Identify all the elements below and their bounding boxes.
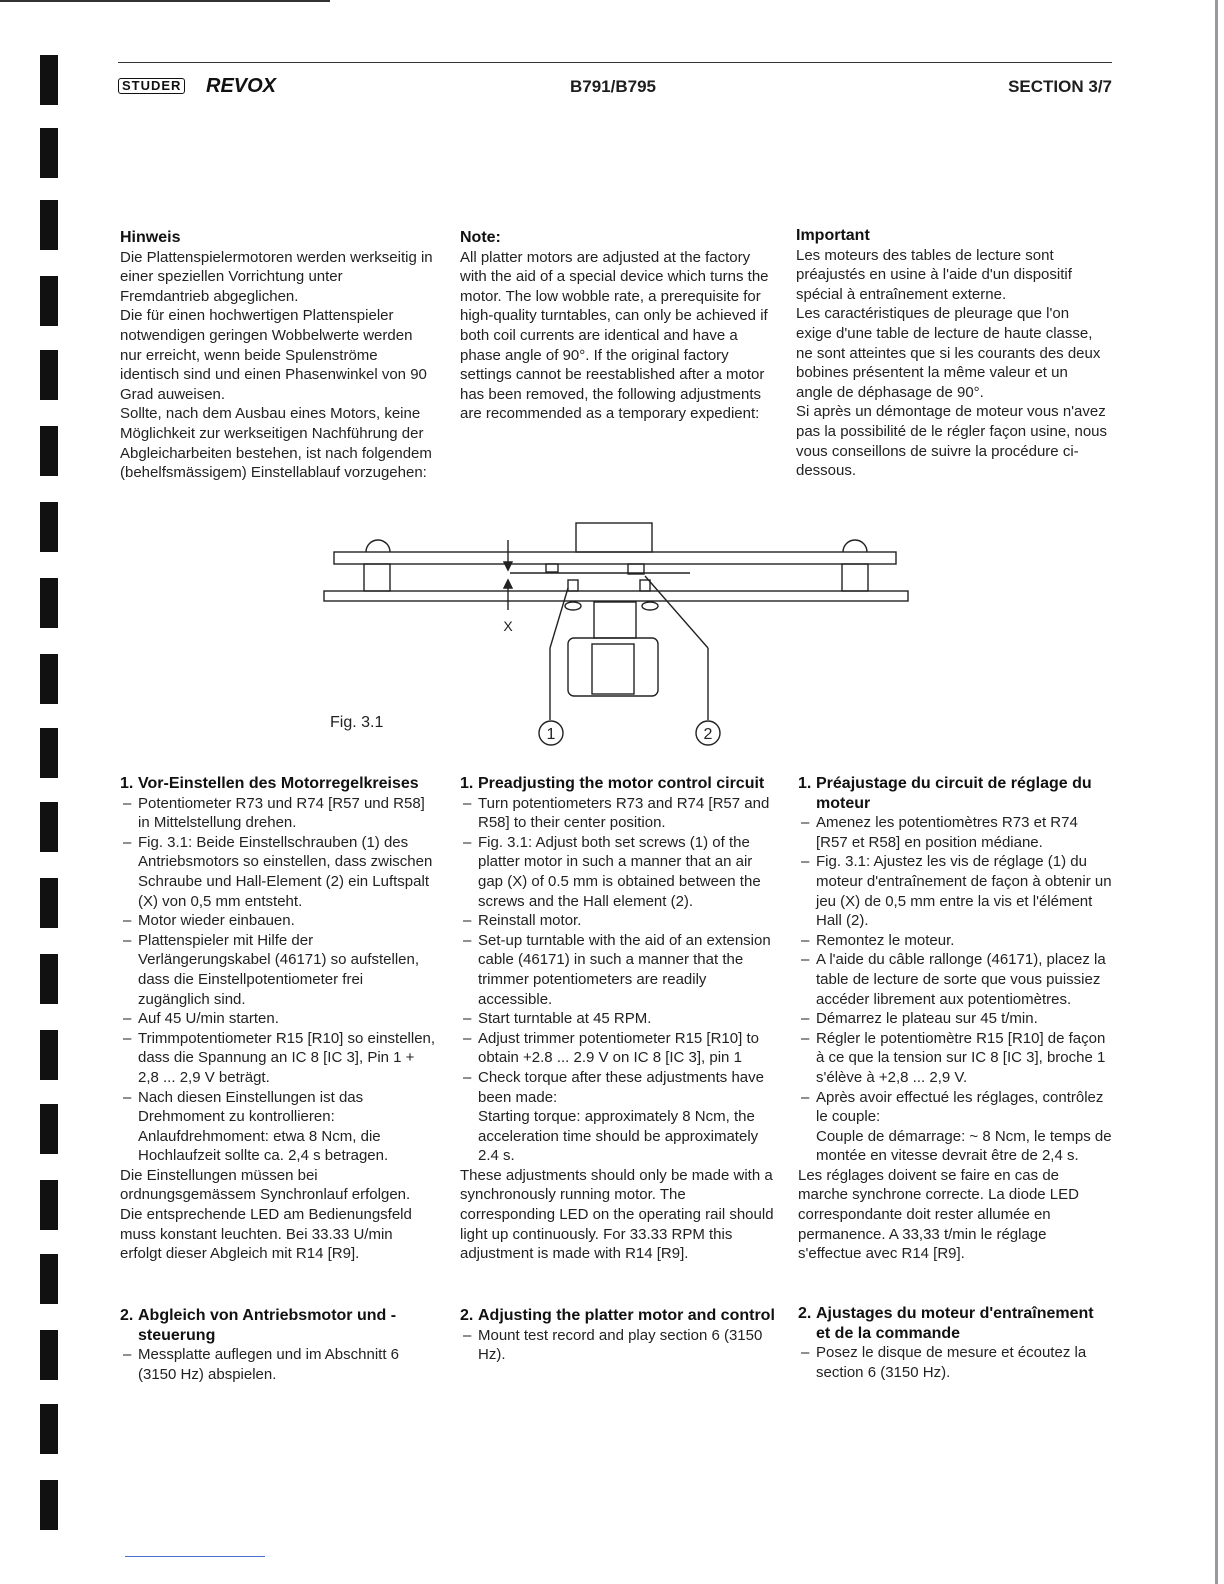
- list-item: – Mount test record and play section 6 (3150 Hz).: [460, 1326, 776, 1365]
- list-item: – Fig. 3.1: Adjust both set screws (1) of the platter motor in such a manner that an air gap (X) of 0.5 mm is obtained between the screws and the Hall element (2).: [460, 833, 776, 911]
- list-item: – Nach diesen Einstellungen ist das Drehmoment zu kontrollieren:: [120, 1088, 436, 1127]
- motor-upper: [594, 602, 636, 638]
- intro-en-heading: Note:: [460, 229, 501, 246]
- intro-fr-para: Les moteurs des tables de lecture sont préajustés en usine à l'aide d'un dispositif spécial à entraînement externe.: [796, 246, 1072, 303]
- list-item: – Régler le potentiomètre R15 [R10] de façon à ce que la tension sur IC 8 [IC 3], broche 1 s'élève à +2,8 ... 2,9 V.: [798, 1029, 1112, 1088]
- section1-de-title: 1. Vor-Einstellen des Motorregelkreises: [120, 775, 419, 792]
- arrow-up-icon: [504, 580, 512, 588]
- list-item: – Turn potentiometers R73 and R74 [R57 and R58] to their center position.: [460, 794, 776, 833]
- left-support: [364, 564, 390, 591]
- lower-plate: [324, 591, 908, 601]
- motor-core: [592, 644, 634, 694]
- list-item: – Messplatte auflegen und im Abschnitt 6 (3150 Hz) abspielen.: [120, 1345, 436, 1384]
- section1-fr-list: [798, 813, 1112, 1127]
- upper-plate: [334, 552, 896, 564]
- list-item: – Plattenspieler mit Hilfe der Verlängerungskabel (46171) so aufstellen, dass die Einstellpotentiometer frei zugänglich sind.: [120, 931, 436, 1009]
- list-item: – Amenez les potentiomètres R73 et R74 [R57 et R58] en position médiane.: [798, 813, 1112, 852]
- mount-screw-right: [642, 602, 658, 610]
- section2-de-title: 2. Abgleich von Antriebsmotor und -steuerung: [120, 1307, 397, 1344]
- list-item: – Motor wieder einbauen.: [120, 911, 436, 931]
- list-item: – A l'aide du câble rallonge (46171), placez la table de lecture de sorte que vous puissiez accéder librement aux potentiomètres.: [798, 950, 1112, 1009]
- list-item: – Après avoir effectué les réglages, contrôlez le couple:: [798, 1088, 1112, 1127]
- callout-1-label: 1: [546, 726, 556, 743]
- list-item: – Démarrez le plateau sur 45 t/min.: [798, 1009, 1112, 1029]
- set-screw-right: [640, 580, 650, 591]
- right-support: [842, 564, 868, 591]
- list-item: – Adjust trimmer potentiometer R15 [R10] to obtain +2.8 ... 2.9 V on IC 8 [IC 3], pin 1: [460, 1029, 776, 1068]
- section2-de-list: [120, 1345, 436, 1384]
- section2-de: [120, 1306, 436, 1384]
- arrow-down-icon: [504, 562, 512, 570]
- section1-de: [120, 774, 436, 1264]
- intro-en-para: All platter motors are adjusted at the factory with the aid of a special device which turns the motor. The low wobble rate, a prerequisite for high-quality turntables, can only be achieved if both coil currents are identical and have a phase angle of 90°. If the original factory settings cannot be reestablished after a motor has been removed, the following adjustments are recommended as a temporary expedient:: [460, 248, 769, 423]
- page-edge: [1215, 0, 1218, 1584]
- platter-hub: [576, 523, 652, 552]
- section2-en-list: [460, 1326, 776, 1365]
- section2-fr-list: [798, 1343, 1112, 1382]
- intro-de-para: Sollte, nach dem Ausbau eines Motors, keine Möglichkeit zur werkseitigen Nachführung der Abgleicharbeiten bestehen, ist nach folgendem (behelfsmässigem) Einstellablauf vorzugehen:: [120, 405, 432, 482]
- model-number: B791/B795: [570, 77, 657, 96]
- section1-de-list: [120, 794, 436, 1127]
- list-item: – Trimmpotentiometer R15 [R10] so einstellen, dass die Spannung an IC 8 [IC 3], Pin 1 + 2,8 ... 2,9 V beträgt.: [120, 1029, 436, 1088]
- leader-line-2: [645, 576, 708, 648]
- intro-de: [120, 228, 434, 483]
- motor-housing: [568, 638, 658, 696]
- list-item: – Posez le disque de mesure et écoutez la section 6 (3150 Hz).: [798, 1343, 1112, 1382]
- scan-top-line: [0, 0, 330, 2]
- list-item: – Start turntable at 45 RPM.: [460, 1009, 776, 1029]
- intro-de-heading: Hinweis: [120, 229, 181, 246]
- section1-fr: [798, 774, 1112, 1264]
- section1-de-closing: Die Einstellungen müssen bei ordnungsgemässem Synchronlauf erfolgen. Die entsprechende LED am Bedienungsfeld muss konstant leuchten. Bei 33.33 U/min erfolgt dieser Abgleich mit R14 [R9].: [120, 1166, 412, 1263]
- list-item: – Potentiometer R73 und R74 [R57 und R58] in Mittelstellung drehen.: [120, 794, 436, 833]
- mount-screw-left: [565, 602, 581, 610]
- leader-line-1: [550, 588, 568, 648]
- list-item: – Reinstall motor.: [460, 911, 776, 931]
- section1-en-closing: These adjustments should only be made with a synchronously running motor. The corresponding LED on the operating rail should light up continuously. For 33.33 RPM this adjustment is made with R14 [R9].: [460, 1166, 774, 1263]
- section-number: SECTION 3/7: [1008, 77, 1112, 96]
- section2-fr-title: 2. Ajustages du moteur d'entraînement et de la commande: [798, 1305, 1094, 1342]
- set-screw-left: [568, 580, 578, 591]
- section2-en-title: 2. Adjusting the platter motor and control: [460, 1307, 775, 1324]
- gap-x-label: X: [503, 618, 513, 634]
- section1-fr-title: 1. Préajustage du circuit de réglage du moteur: [798, 775, 1092, 812]
- intro-de-para: Die Plattenspielermotoren werden werkseitig in einer speziellen Vorrichtung unter Fremdantrieb abgeglichen.: [120, 248, 433, 305]
- section1-de-sub: Anlaufdrehmoment: etwa 8 Ncm, die Hochlaufzeit sollte ca. 2,4 s betragen.: [138, 1127, 389, 1165]
- intro-fr-para: Les caractéristiques de pleurage que l'on exige d'une table de lecture de haute classe, ne sont atteintes que si les courants des deux bobines présentent la même valeur et un angle de déphasage de 90°.: [796, 305, 1101, 401]
- section1-fr-closing: Les réglages doivent se faire en cas de marche synchrone correcte. La diode LED correspondante doit rester allumée en permanence. A 33,33 t/min le réglage s'effectue avec R14 [R9].: [798, 1166, 1079, 1263]
- section1-en-sub: Starting torque: approximately 8 Ncm, the acceleration time should be approximately 2.4 s.: [478, 1108, 759, 1165]
- figure-caption: Fig. 3.1: [330, 714, 384, 731]
- page-header: [118, 62, 1112, 95]
- scan-bottom-line: [125, 1556, 265, 1557]
- list-item: – Auf 45 U/min starten.: [120, 1009, 436, 1029]
- right-dome: [843, 540, 867, 552]
- motor-adjustment-diagram: [310, 518, 920, 753]
- section2-en: [460, 1306, 776, 1365]
- intro-fr-heading: Important: [796, 227, 870, 244]
- section1-en-list: [460, 794, 776, 1108]
- section1-fr-sub: Couple de démarrage: ~ 8 Ncm, le temps de montée en vitesse devrait être de 2,4 s.: [816, 1127, 1112, 1165]
- list-item: – Check torque after these adjustments have been made:: [460, 1068, 776, 1107]
- intro-en: [460, 228, 774, 424]
- revox-logo: REVOX: [206, 75, 277, 97]
- callout-2-label: 2: [703, 726, 713, 743]
- intro-fr: [796, 226, 1108, 481]
- list-item: – Remontez le moteur.: [798, 931, 1112, 951]
- intro-de-para: Die für einen hochwertigen Plattenspieler notwendigen geringen Wobbelwerte werden nur erreicht, wenn beide Spulenströme identisch sind und einen Phasenwinkel von 90 Grad auweisen.: [120, 307, 427, 403]
- section2-fr: [798, 1304, 1112, 1382]
- studer-logo: STUDER: [118, 77, 185, 95]
- section1-en-title: 1. Preadjusting the motor control circuit: [460, 775, 765, 792]
- list-item: – Fig. 3.1: Ajustez les vis de réglage (1) du moteur d'entraînement de façon à obtenir un jeu (X) de 0,5 mm entre la vis et l'élément Hall (2).: [798, 852, 1112, 930]
- intro-fr-para: Si après un démontage de moteur vous n'avez pas la possibilité de le régler façon usine, nous vous conseillons de suivre la procédure ci-dessous.: [796, 403, 1108, 480]
- section1-en: [460, 774, 776, 1264]
- left-dome: [366, 540, 390, 552]
- list-item: – Fig. 3.1: Beide Einstellschrauben (1) des Antriebsmotors so einstellen, dass zwischen Schraube und Hall-Element (2) ein Luftspalt (X) von 0,5 mm entsteht.: [120, 833, 436, 911]
- list-item: – Set-up turntable with the aid of an extension cable (46171) in such a manner that the trimmer potentiometers are readily accessible.: [460, 931, 776, 1009]
- hall-element-left: [546, 564, 558, 572]
